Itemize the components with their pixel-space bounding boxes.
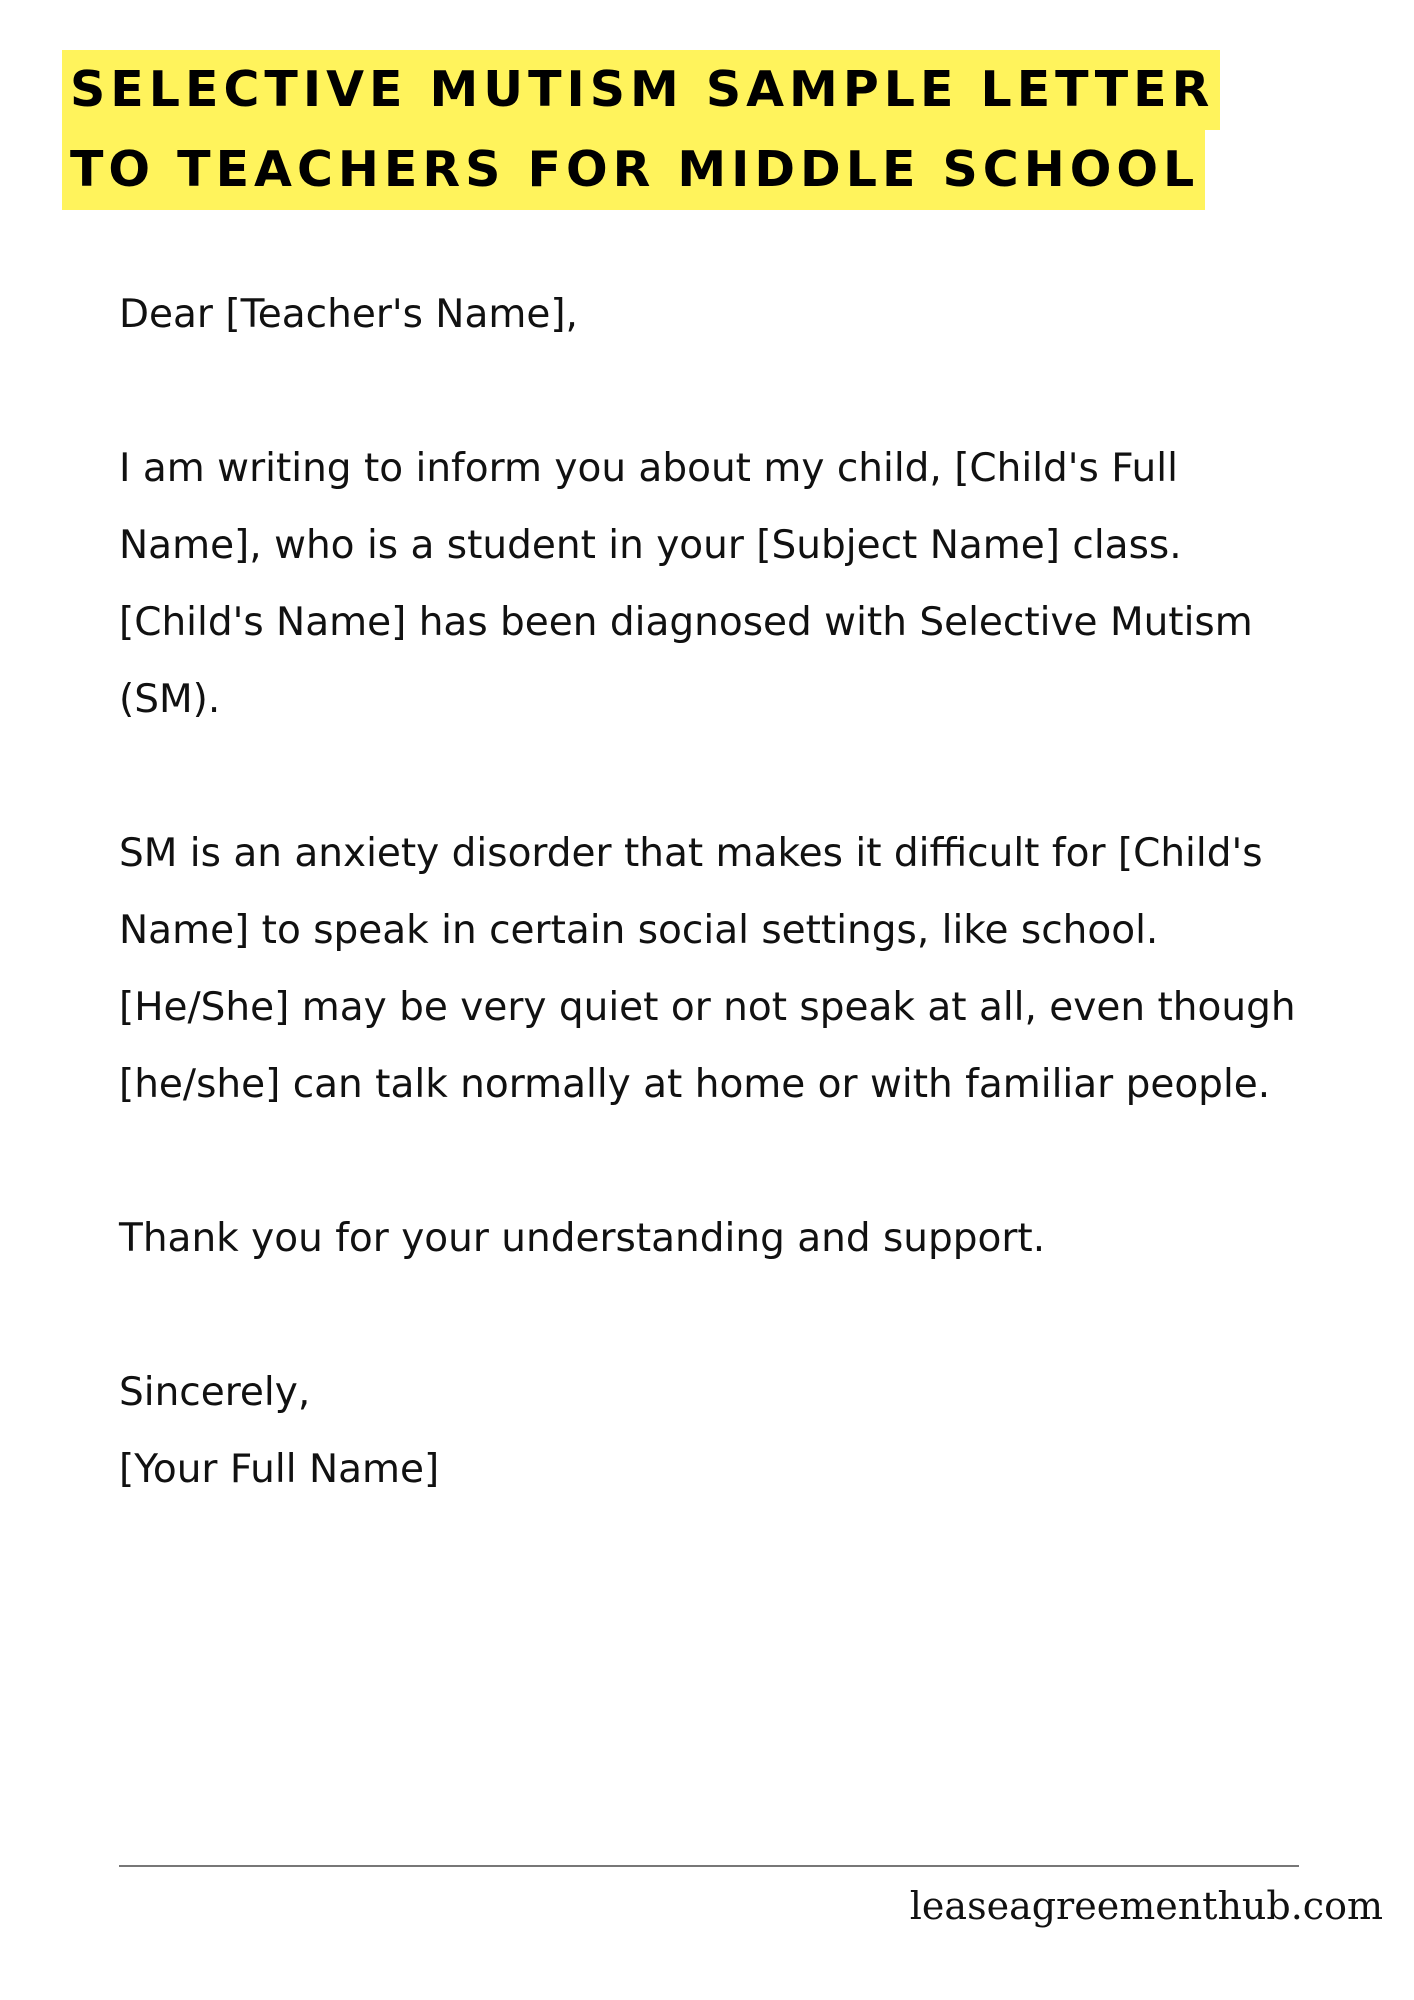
paragraph-intro: I am writing to inform you about my child, [Child's Full Name], who is a student in your [Subject Name] class. [Child's Name] has been diagnosed with Selective Mutism (SM). — [119, 446, 1253, 722]
footer-brand: leaseagreementhub.com — [909, 1884, 1383, 1928]
signature: [Your Full Name] — [119, 1447, 440, 1492]
closing: Sincerely, — [119, 1370, 311, 1415]
paragraph-description: SM is an anxiety disorder that makes it difficult for [Child's Name] to speak in certain social settings, like school. [He/She] may be very quiet or not speak at all, even though [he/she] can talk normally at home or with familiar people. — [119, 831, 1296, 1107]
page-title — [62, 50, 1302, 210]
title-line-1: SELECTIVE MUTISM SAMPLE LETTER — [62, 50, 1220, 130]
salutation: Dear [Teacher's Name], — [119, 292, 578, 337]
letter-body — [119, 276, 1319, 1508]
paragraph-thanks: Thank you for your understanding and support. — [119, 1216, 1046, 1261]
title-line-2: TO TEACHERS FOR MIDDLE SCHOOL — [62, 130, 1205, 210]
footer-divider — [119, 1865, 1299, 1867]
